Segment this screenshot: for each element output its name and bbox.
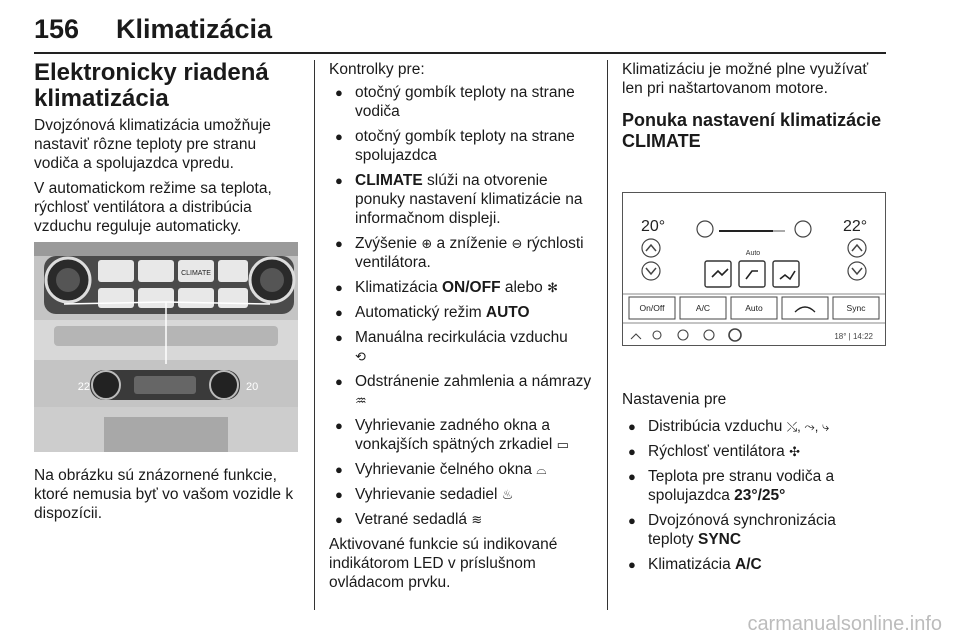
column-middle [329, 60, 601, 598]
defrost-max-icon: ♒ [355, 393, 367, 408]
rear-defrost-icon: ▭ [556, 437, 569, 452]
section-heading: Ponuka nastavení klimatizácie CLIMATE [622, 110, 882, 151]
air-distribution-face-button[interactable] [739, 261, 765, 287]
status-time: 18° | 14:22 [834, 332, 873, 341]
section-heading: Elektronicky riadená klimatizácia [34, 59, 269, 112]
left-temp-up-button[interactable] [642, 239, 660, 257]
ventilated-seat-icon: ≋ [471, 512, 483, 527]
fan-plus-icon: ⊕ [421, 236, 433, 251]
list-item: ● Vetrané sedadlá ≋ [335, 510, 601, 529]
fan-decrease-button[interactable] [697, 221, 713, 237]
climate-menu-screen [622, 192, 886, 346]
watermark: carmanualsonline.info [747, 613, 942, 635]
list-item: ● Distribúcia vzduchu ⤯, ⤳, ⤷ [628, 417, 884, 436]
column-divider [314, 60, 315, 610]
settings-list [622, 417, 884, 574]
indicator-list [329, 83, 601, 529]
list-item: ● Manuálna recirkulácia vzduchu ⟲ [335, 328, 601, 366]
fan-off-icon: ✻ [547, 280, 559, 295]
control-panel-photo [34, 242, 298, 452]
fan-increase-button[interactable] [795, 221, 811, 237]
list-item: ● Vyhrievanie sedadiel ♨ [335, 485, 601, 504]
photo-left-temp: 22 [77, 381, 90, 393]
paragraph: Dvojzónová klimatizácia umožňuje nastaviť rôzne teploty pre stranu vodiča a spolujazdca vpredu. [34, 117, 271, 172]
list-item: ● Dvojzónová synchronizácia teploty SYNC [628, 511, 884, 549]
right-temp-up-button[interactable] [848, 239, 866, 257]
list-intro: Nastavenia pre [622, 391, 727, 408]
list-item: ● CLIMATE slúži na otvorenie ponuky nastavení klimatizácie na informačnom displeji. [335, 171, 601, 228]
column-divider [607, 60, 608, 610]
settings-block [622, 390, 884, 580]
left-temp-down-button[interactable] [642, 262, 660, 280]
ac-button-label: A/C [695, 303, 711, 313]
photo-right-temp: 20 [246, 381, 259, 393]
screen-right-temp: 22° [843, 218, 868, 235]
screen-left-temp: 20° [641, 218, 666, 235]
list-item: ● Vyhrievanie zadného okna a vonkajších spätných zrkadiel ▭ [335, 416, 601, 454]
column-left [34, 60, 299, 242]
recirculation-button[interactable] [782, 297, 828, 319]
air-distribution-feet-button[interactable] [773, 261, 799, 287]
list-item: ● Klimatizácia ON/OFF alebo ✻ [335, 278, 601, 297]
list-intro: Kontrolky pre: [329, 61, 425, 78]
auto-indicator: Auto [745, 250, 761, 257]
list-item: ● Automatický režim AUTO [335, 303, 601, 322]
list-item: ● otočný gombík teploty na strane spolujazdca [335, 127, 601, 165]
list-item: ● Teplota pre stranu vodiča a spolujazdca 23°/25° [628, 467, 884, 505]
list-item: ● Vyhrievanie čelného okna ⌓ [335, 460, 601, 479]
onoff-button-label: On/Off [639, 303, 665, 313]
list-item: ● Klimatizácia A/C [628, 555, 884, 574]
air-distribution-windscreen-button[interactable] [705, 261, 731, 287]
climate-button-label: CLIMATE [181, 270, 211, 277]
paragraph: Klimatizáciu je možné plne využívať len pri naštartovanom motore. [622, 61, 869, 97]
paragraph: Aktivované funkcie sú indikované indikátorom LED v príslušnom ovládacom prvku. [329, 536, 558, 591]
running-title: Klimatizácia [116, 14, 273, 44]
page-header [34, 14, 886, 54]
list-item: ● otočný gombík teploty na strane vodiča [335, 83, 601, 121]
fan-minus-icon: ⊖ [511, 236, 523, 251]
list-item: ● Zvýšenie ⊕ a zníženie ⊖ rýchlosti ventilátora. [335, 234, 601, 272]
sync-button-label: Sync [846, 303, 866, 313]
air-distribution-icon: ⤯, ⤳, ⤷ [786, 419, 830, 434]
list-item: ● Rýchlosť ventilátora ✣ [628, 442, 884, 461]
fan-icon: ✣ [789, 444, 800, 459]
paragraph: V automatickom režime sa teplota, rýchlosť ventilátora a distribúcia vzduchu reguluje automaticky. [34, 180, 272, 235]
auto-button-label: Auto [745, 303, 763, 313]
recirculation-icon: ⟲ [355, 349, 366, 364]
list-item: ● Odstránenie zahmlenia a námrazy ♒ [335, 372, 601, 410]
windscreen-heat-icon: ⌓ [536, 462, 547, 477]
right-temp-down-button[interactable] [848, 262, 866, 280]
column-right [622, 60, 884, 152]
figure-caption: Na obrázku sú znázornené funkcie, ktoré nemusia byť vo vašom vozidle k dispozícii. [34, 467, 294, 522]
page-number: 156 [34, 14, 80, 44]
heated-seat-icon: ♨ [501, 487, 514, 502]
